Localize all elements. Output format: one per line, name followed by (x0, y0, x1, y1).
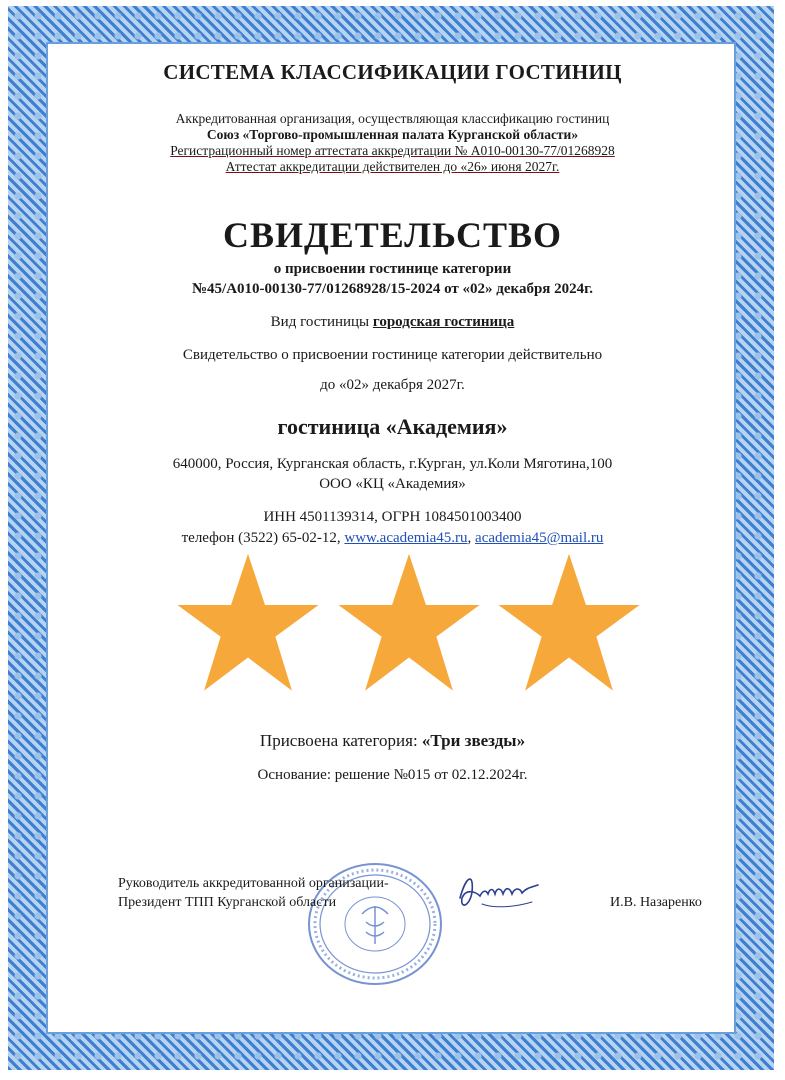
hotel-type-line (0, 314, 785, 331)
validity-date: до «02» декабря 2027г. (320, 377, 465, 393)
signatory-role-line2: Президент ТПП Курганской области (118, 895, 337, 910)
certificate-number: №45/А010-00130-77/01268928/15-2024 от «02» декабря 2024г. (191, 281, 594, 297)
signatory-role-line1: Руководитель аккредитованной организации- (118, 876, 389, 891)
validity-line: Свидетельство о присвоении гостинице категории действительно (182, 347, 603, 363)
handwritten-signature (452, 868, 562, 914)
system-title: СИСТЕМА КЛАССИФИКАЦИИ ГОСТИНИЦ (163, 60, 622, 84)
category-line (0, 731, 785, 751)
accreditation-validity: Аттестат аккредитации действителен до «26» июня 2027г. (225, 159, 560, 174)
hotel-type-label: Вид гостиницы (270, 314, 373, 330)
decision-basis: Основание: решение №015 от 02.12.2024г. (257, 767, 528, 783)
email-link[interactable]: academia45@mail.ru (475, 530, 604, 546)
hotel-address: 640000, Россия, Курганская область, г.Курган, ул.Коли Мяготина,100 (172, 456, 613, 472)
registration-number: Регистрационный номер аттестата аккредитации № А010-00130-77/01268928 (170, 143, 615, 158)
category-value: «Три звезды» (421, 731, 526, 750)
org-description: Аккредитованная организация, осуществляющая классификацию гостиниц (175, 111, 610, 126)
star-icon (497, 553, 641, 693)
contact-separator: , (467, 530, 476, 546)
signatory-name: И.В. Назаренко (610, 895, 702, 910)
certificate-heading: СВИДЕТЕЛЬСТВО (222, 215, 563, 255)
category-label: Присвоена категория: (259, 731, 422, 750)
union-name: Союз «Торгово-промышленная палата Курганской области» (206, 127, 579, 142)
hotel-company: ООО «КЦ «Академия» (319, 476, 466, 492)
star-icon (176, 553, 320, 693)
contact-line (0, 530, 785, 547)
hotel-type-value: городская гостиница (372, 314, 515, 330)
hotel-name: гостиница «Академия» (277, 414, 508, 439)
star-rating (0, 553, 785, 693)
website-link[interactable]: www.academia45.ru (344, 530, 468, 546)
certificate-subheading: о присвоении гостинице категории (273, 261, 512, 277)
star-icon (337, 553, 481, 693)
hotel-ids: ИНН 4501139314, ОГРН 1084501003400 (263, 509, 522, 525)
phone: телефон (3522) 65-02-12, (181, 530, 345, 546)
